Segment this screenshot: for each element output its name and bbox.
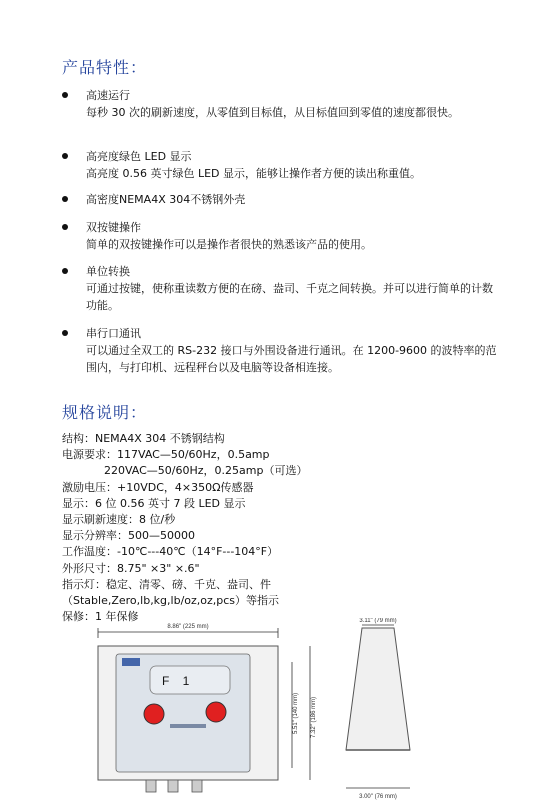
height-label: 5.51" (140 mm): [293, 692, 299, 734]
feature-title: 双按键操作: [86, 221, 141, 234]
feature-item: [62, 263, 502, 314]
feature-title: 高速运行: [86, 89, 130, 102]
cable-gland-icon: [168, 780, 178, 792]
feature-item: [62, 325, 502, 376]
bullet-icon: [62, 92, 68, 98]
cable-gland-icon: [146, 780, 156, 792]
height-label: 7.32" (186 mm): [311, 696, 317, 738]
bullet-icon: [62, 153, 68, 159]
spec-line: 显示：6 位 0.56 英寸 7 段 LED 显示: [62, 496, 246, 510]
units-button[interactable]: [206, 702, 226, 722]
spec-line: 结构：NEMA4X 304 不锈钢结构: [62, 432, 225, 445]
feature-title: 单位转换: [86, 265, 130, 278]
bullet-icon: [62, 224, 68, 230]
spec-line: 电源要求：117VAC—50/60Hz，0.5amp: [62, 448, 270, 462]
feature-title: 高亮度绿色 LED 显示: [86, 150, 192, 163]
bullet-icon: [62, 268, 68, 274]
spec-line: 指示灯：稳定、清零、磅、千克、盎司、件: [62, 577, 271, 591]
spec-line: 工作温度：-10℃---40℃（14°F---104°F）: [62, 545, 279, 559]
feature-item: [62, 148, 502, 182]
feature-desc: 高亮度 0.56 英寸绿色 LED 显示，能够让操作者方便的读出称重值。: [86, 167, 422, 180]
bullet-icon: [62, 330, 68, 336]
spec-line: 外形尺寸：8.75" ×3" ×.6": [62, 561, 200, 575]
cable-gland-icon: [192, 780, 202, 792]
dimension-drawing: [70, 618, 450, 804]
spec-line: 显示分辨率：500—50000: [62, 529, 195, 543]
features-heading: 产品特性：: [62, 58, 148, 77]
depth-top-label: 3.11" (79 mm): [359, 618, 397, 624]
spec-line: （Stable,Zero,lb,kg,lb/oz,oz,pcs）等指示: [62, 594, 280, 608]
feature-desc: 每秒 30 次的刷新速度，从零值到目标值，从目标值回到零值的速度都很快。: [86, 106, 459, 119]
specs-heading: 规格说明：: [62, 403, 148, 422]
spec-line: 保修：1 年保修: [62, 610, 139, 624]
model-label-strip: [170, 724, 206, 728]
feature-desc: 简单的双按键操作可以是操作者很快的熟悉该产品的使用。: [86, 238, 372, 251]
spec-line: 220VAC—50/60Hz，0.25amp（可选）: [62, 464, 308, 478]
feature-title: 串行口通讯: [86, 327, 141, 340]
feature-desc: 可通过按键，使称重读数方便的在磅、盎司、千克之间转换。并可以进行简单的计数功能。: [86, 282, 493, 312]
width-label: 8.86" (225 mm): [167, 624, 209, 630]
spec-list: [62, 431, 462, 625]
side-bracket: [346, 628, 410, 750]
spec-line: 激励电压：+10VDC，4×350Ω传感器: [62, 480, 254, 494]
brand-logo-icon: [122, 658, 140, 666]
feature-title: 高密度NEMA4X 304不锈钢外壳: [86, 193, 246, 206]
feature-item: [62, 219, 502, 253]
feature-item: [62, 87, 502, 121]
zero-button[interactable]: [144, 704, 164, 724]
display-readout: F 1: [162, 674, 190, 688]
spec-line: 显示刷新速度：8 位/秒: [62, 513, 176, 527]
depth-bottom-label: 3.00" (76 mm): [359, 794, 397, 800]
feature-item: [62, 191, 502, 208]
bullet-icon: [62, 196, 68, 202]
feature-desc: 可以通过全双工的 RS-232 接口与外围设备进行通讯。在 1200-9600 的波特率的范围内，与打印机、远程秤台以及电脑等设备相连接。: [86, 344, 497, 374]
